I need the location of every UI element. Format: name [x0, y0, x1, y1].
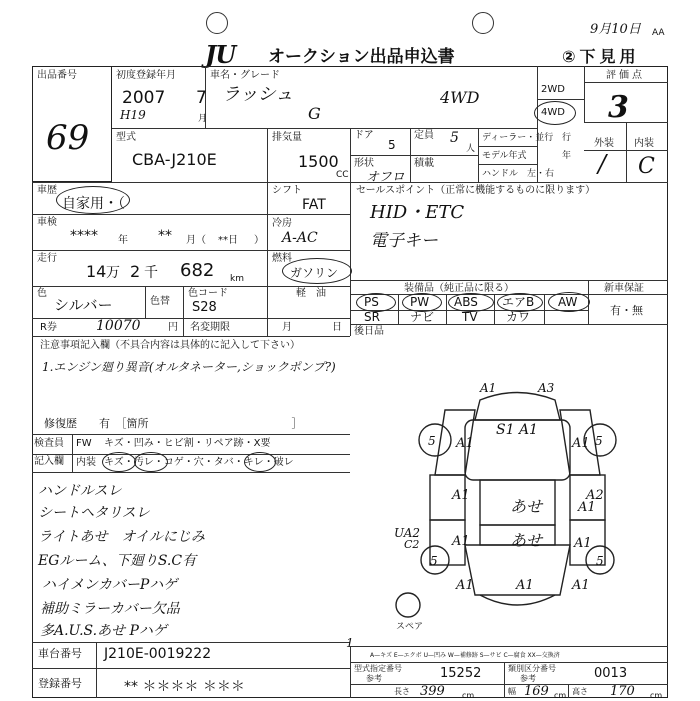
mark-rear-center: あせ — [510, 531, 543, 550]
repair-history: 修復歴 有 ［箇所 ］ — [44, 417, 303, 430]
recycle-value: 10070 — [96, 318, 141, 334]
circle-abs — [448, 293, 494, 312]
inspection-month-unit: 月（ — [186, 235, 206, 246]
equip-aw: AW — [558, 295, 578, 309]
equip-airbag: エアB — [502, 295, 535, 309]
length-unit: cm — [462, 691, 475, 700]
drive-4wd: 4WD — [541, 107, 565, 118]
car-drive-note: 4WD — [440, 88, 480, 107]
inspection-stars1: **** — [70, 228, 98, 244]
mark-front: A1 — [480, 381, 497, 395]
capacity-label: 定員 — [414, 130, 434, 141]
legend-number: 1 — [346, 636, 354, 650]
width-value: 169 — [524, 684, 549, 699]
inspector-in-items: キズ・汚レ・コゲ・穴・タバ・キレ・破レ — [104, 457, 294, 468]
notes-line1: 1.エンジン廻り異音(オルタネーター,ショックポンプ?) — [42, 360, 336, 374]
circle-airbag — [497, 293, 543, 312]
mileage-man: 14 — [86, 262, 107, 281]
inspector-fw-items: キズ・凹み・ヒビ割・リペア跡・X要 — [104, 438, 271, 449]
inspector-label1: 検査員 — [34, 438, 64, 449]
circle-scratch — [102, 452, 136, 472]
equipment-label: 装備品（純正品に限る） — [404, 283, 514, 294]
type-label: 型式指定番号 — [354, 664, 402, 673]
registration-year: 2007 — [122, 88, 166, 108]
mark-right-door2: A1 — [578, 500, 596, 515]
lot-label: 出品番号 — [37, 70, 77, 81]
height-unit: cm — [650, 691, 663, 700]
name-change-month: 月 — [282, 322, 292, 333]
mark-front2: A3 — [538, 381, 555, 395]
color-code-label: 色コード — [188, 288, 228, 299]
color-value: シルバー — [54, 296, 113, 314]
model-year-label: モデル年式 — [482, 151, 527, 161]
recycle-unit: 円 — [168, 322, 178, 333]
capacity-unit: 人 — [466, 144, 476, 154]
length-label: 長さ — [394, 687, 410, 696]
reg-number-label: 登録番号 — [38, 677, 82, 690]
fuel-opt2: 軽 油 — [296, 288, 326, 299]
height-label: 高さ — [572, 687, 588, 696]
rating-label: 評価点 — [606, 70, 645, 81]
remark-3: ライトあせ オイルにじみ — [38, 529, 205, 545]
mileage-rest: 682 — [180, 260, 215, 281]
length-value: 399 — [420, 684, 445, 699]
circle-dirt — [134, 452, 168, 472]
fuel-label: 燃料 — [272, 253, 292, 264]
exterior-value: / — [598, 150, 607, 178]
sales-point-line1: HID・ETC — [370, 202, 465, 223]
equip-leather: カワ — [506, 310, 531, 324]
capacity-value: 5 — [450, 130, 459, 146]
date-suffix: AA — [652, 28, 665, 38]
exterior-label: 外装 — [594, 138, 614, 149]
mark-wheel-rr: 5 — [596, 554, 604, 568]
mark-wheel-fr: 5 — [595, 434, 603, 448]
usage-label: 車歴 — [37, 185, 57, 196]
drive-4wd-circle — [534, 101, 576, 125]
reg-number-value: ** ＊＊＊＊ ＊＊＊ — [124, 679, 245, 695]
mark-wheel-fl: 5 — [428, 434, 436, 448]
circle-pw — [402, 293, 442, 312]
mileage-label: 走行 — [37, 253, 57, 264]
remark-6: 補助ミラーカバー欠品 — [40, 601, 180, 617]
mark-roof: あせ — [510, 497, 543, 516]
shift-label: シフト — [272, 185, 302, 196]
mark-hood: S1 A1 — [496, 422, 538, 438]
width-unit: cm — [554, 691, 567, 700]
inspector-fw: FW — [76, 438, 92, 449]
mark-left-label: UA2 — [394, 526, 421, 540]
remark-7: 多A.U.S.あせ Pハゲ — [40, 623, 167, 639]
remark-2: シートヘタリスレ — [38, 505, 150, 521]
interior-label: 内装 — [634, 138, 654, 149]
width-label: 幅 — [508, 687, 516, 696]
sales-point-label: セールスポイント（正常に機能するものに限ります） — [356, 185, 596, 196]
model-year-unit: 年 — [562, 151, 572, 161]
lot-number: 69 — [46, 118, 90, 158]
equip-ps: PS — [364, 295, 379, 309]
mark-fl-fender: A1 — [456, 436, 474, 451]
mark-tail: A1 — [516, 578, 534, 593]
circle-ps — [356, 293, 396, 312]
usage-value: 自家用・（ — [62, 196, 125, 212]
model-label: 型式 — [116, 132, 136, 143]
color-code: S28 — [192, 300, 217, 315]
chassis-label: 車台番号 — [38, 647, 82, 660]
inspector-in-label: 内装 — [76, 457, 96, 468]
registration-month: 7 — [196, 88, 207, 108]
mileage-sen-unit: 千 — [144, 265, 158, 281]
name-change-label: 名変期限 — [190, 322, 230, 333]
mark-left-label2: C2 — [404, 538, 420, 551]
ju-logo: JU — [205, 40, 236, 69]
type-ref: 参考 — [366, 674, 382, 683]
registration-label: 初度登録年月 — [116, 70, 176, 81]
load-label: 積載 — [414, 158, 434, 169]
mileage-man-unit: 万 — [106, 265, 120, 281]
color-label: 色 — [37, 288, 47, 299]
mark-wheel-rl: 5 — [430, 554, 438, 568]
equip-pw: PW — [410, 295, 430, 309]
car-grade: G — [308, 104, 321, 123]
mileage-unit: km — [230, 274, 244, 284]
chassis-value: J210E-0019222 — [104, 646, 212, 662]
height-value: 170 — [610, 684, 635, 699]
fuel-circle — [282, 258, 352, 284]
displacement-unit: CC — [336, 170, 349, 180]
class-number: 0013 — [594, 666, 628, 681]
dealer-unit: 行 — [562, 133, 572, 143]
registration-month-unit: 月 — [198, 114, 208, 124]
circle-tobacco — [244, 452, 276, 472]
equip-tv: TV — [462, 310, 478, 324]
inspection-label: 車検 — [37, 217, 57, 228]
circle-aw — [548, 292, 590, 312]
mark-rear-right: A1 — [572, 578, 590, 593]
remark-1: ハンドルスレ — [38, 483, 122, 499]
dealer-label: ディーラー・並行 — [482, 133, 554, 143]
new-warranty-label: 新車保証 — [604, 283, 644, 294]
doors-value: 5 — [388, 138, 396, 152]
fuel-value: ガソリン — [290, 266, 339, 280]
rear-seat-label: 後日品 — [354, 326, 384, 337]
shape-label: 形状 — [354, 158, 374, 169]
notes-label: 注意事項記入欄（不具合内容は具体的に記入して下さい） — [40, 340, 300, 351]
legend-text: A—キズ E—エクボ U—凹み W—補修跡 S—サビ C—腐食 XX—交換済 — [370, 652, 560, 659]
form-title: オークション出品申込書 — [268, 47, 455, 67]
mileage-sen: 2 — [130, 262, 141, 281]
spare-label: スペア — [396, 622, 424, 632]
displacement-value: 1500 — [298, 152, 339, 171]
doors-label: ドア — [354, 130, 374, 141]
shape-value: オフロ — [366, 170, 405, 185]
type-number: 15252 — [440, 666, 482, 681]
inspection-close: ） — [254, 235, 264, 246]
rating-value: 3 — [608, 90, 629, 125]
punch-hole-right — [472, 12, 494, 34]
inspection-year-unit: 年 — [118, 235, 128, 246]
name-change-day: 日 — [332, 322, 342, 333]
drive-2wd: 2WD — [541, 84, 565, 95]
mark-rear-fender-r: A1 — [574, 536, 592, 551]
mark-fr-fender: A1 — [572, 436, 590, 451]
punch-hole-left — [206, 12, 228, 34]
new-warranty-value: 有・無 — [610, 304, 643, 317]
displacement-label: 排気量 — [272, 132, 302, 143]
mark-right-door: A2 — [586, 488, 604, 503]
usage-circle — [56, 186, 130, 214]
ac-value: A-AC — [282, 230, 318, 246]
inspection-stars2: ** — [158, 228, 172, 244]
inspection-day: **日 — [218, 235, 238, 246]
recycle-label: R券 — [40, 322, 57, 333]
color-change-label: 色替 — [150, 296, 170, 307]
car-name-label: 車名・グレード — [210, 70, 280, 81]
interior-value: C — [638, 154, 655, 179]
shift-value: FAT — [302, 197, 326, 213]
ac-label: 冷房 — [272, 218, 292, 229]
equip-abs: ABS — [454, 295, 478, 309]
copy-label: ②下見用 — [562, 47, 640, 66]
model-value: CBA-J210E — [132, 150, 217, 169]
sales-point-line2: 電子キー — [370, 231, 438, 251]
mark-rear-fender-l: A1 — [452, 534, 470, 549]
mark-left-door: A1 — [452, 488, 470, 503]
equip-navi: ナビ — [410, 310, 435, 324]
class-ref: 参考 — [520, 674, 536, 683]
remark-5: ハイメンカバーPハゲ — [42, 577, 178, 593]
date: 9月10日 — [590, 22, 641, 37]
registration-era: H19 — [120, 108, 146, 122]
handle-label: ハンドル 左・右 — [482, 169, 555, 179]
class-label: 類別区分番号 — [508, 664, 556, 673]
car-name: ラッシュ — [222, 84, 294, 105]
inspector-label2: 記入欄 — [34, 456, 64, 467]
mark-rear-left: A1 — [456, 578, 474, 593]
remark-4: EGルーム、下廻りS.C有 — [38, 553, 197, 569]
equip-sr: SR — [364, 310, 380, 324]
